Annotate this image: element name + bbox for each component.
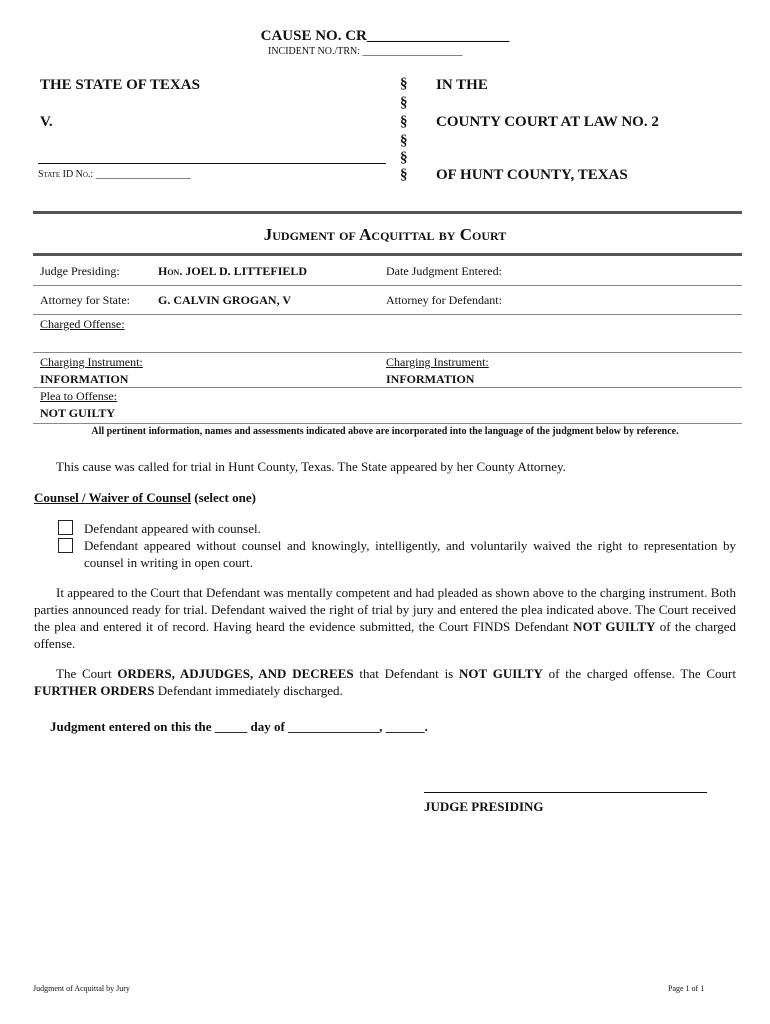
- title-rule-top: [33, 211, 742, 214]
- section-symbol: §: [400, 114, 408, 130]
- section-symbol: §: [400, 76, 408, 92]
- plea-value: NOT GUILTY: [40, 406, 116, 420]
- findings-text: It appeared to the Court that Defendant was mentally competent and had pleaded as shown above to the charging instrument. Both parties announced ready for trial. Defendant waived the right of trial by jury and entered the plea indicated above. The Court received the plea and entered it of record. Having heard the evidence submitted, the Court FINDS Defendant: [34, 585, 736, 634]
- footer-form-name: Judgment of Acquittal by Jury: [33, 984, 130, 993]
- plea-label: Plea to Offense:: [40, 389, 118, 403]
- judge-presiding-label: JUDGE PRESIDING: [424, 799, 544, 814]
- orders-text: The Court: [56, 666, 118, 681]
- section-symbol: §: [400, 95, 408, 111]
- orders-text: that Defendant is: [353, 666, 460, 681]
- attorney-state-value: G. CALVIN GROGAN, V: [158, 293, 292, 307]
- charging-instrument-value-2: INFORMATION: [386, 372, 475, 386]
- with-counsel-checkbox[interactable]: [58, 520, 73, 535]
- state-of-texas: THE STATE OF TEXAS: [40, 77, 200, 93]
- charging-instrument-label-2: Charging Instrument:: [386, 355, 489, 369]
- table-divider: [33, 352, 742, 353]
- attorney-defendant-label: Attorney for Defendant:: [386, 293, 502, 307]
- page-title: Judgment of Acquittal by Court: [263, 225, 507, 244]
- pertinent-note: All pertinent information, names and assessments indicated above are incorporated into the language of the judgment below by reference.: [91, 426, 679, 437]
- charging-instrument-value: INFORMATION: [40, 372, 129, 386]
- charging-instrument-label: Charging Instrument:: [40, 355, 143, 369]
- orders-bold: ORDERS, ADJUDGES, AND DECREES: [117, 666, 354, 681]
- section-symbol: §: [400, 167, 408, 183]
- incident-number: INCIDENT NO./TRN: ____________________: [268, 46, 463, 57]
- judge-label: Judge Presiding:: [40, 264, 120, 278]
- table-divider: [33, 285, 742, 286]
- date-judgment-label: Date Judgment Entered:: [386, 264, 502, 278]
- court-line-1: IN THE: [436, 77, 488, 93]
- footer-page-number: Page 1 of 1: [668, 984, 705, 993]
- counsel-heading-text: Counsel / Waiver of Counsel: [34, 490, 191, 505]
- judge-value: Hon. JOEL D. LITTEFIELD: [158, 264, 308, 278]
- charged-offense-label: Charged Offense:: [40, 317, 125, 331]
- state-id-number: State ID No.: ___________________: [38, 169, 191, 180]
- section-symbol: §: [400, 133, 408, 149]
- orders-paragraph: [34, 665, 736, 699]
- counsel-heading-suffix: (select one): [194, 490, 256, 505]
- with-counsel-option: Defendant appeared with counsel.: [84, 521, 261, 536]
- judgment-entered-line: Judgment entered on this the _____ day of ______________, ______.: [50, 719, 428, 734]
- court-line-2: COUNTY COURT AT LAW NO. 2: [436, 114, 659, 130]
- without-counsel-checkbox[interactable]: [58, 538, 73, 553]
- findings-verdict: NOT GUILTY: [573, 619, 656, 634]
- without-counsel-option: Defendant appeared without counsel and knowingly, intelligently, and voluntarily waived the right to representation by counsel in writing in open court.: [84, 538, 736, 570]
- counsel-heading: [34, 489, 256, 506]
- findings-paragraph: [34, 584, 736, 652]
- orders-text: of the charged offense. The Court: [542, 666, 736, 681]
- orders-verdict: NOT GUILTY: [459, 666, 543, 681]
- cause-number: CAUSE NO. CR___________________: [260, 28, 510, 44]
- table-divider: [33, 314, 742, 315]
- title-rule-bottom: [33, 253, 742, 256]
- defendant-name-line: [38, 163, 386, 164]
- findings-text-end: of the charged offense.: [34, 619, 736, 651]
- table-divider: [33, 387, 742, 388]
- attorney-state-label: Attorney for State:: [40, 293, 130, 307]
- orders-text-end: Defendant immediately discharged.: [154, 683, 343, 698]
- court-line-3: OF HUNT COUNTY, TEXAS: [436, 167, 628, 183]
- judge-signature-line: [424, 792, 707, 793]
- further-orders: FURTHER ORDERS: [34, 683, 155, 698]
- table-divider: [33, 423, 742, 424]
- section-symbol: §: [400, 150, 408, 166]
- trial-called-paragraph: This cause was called for trial in Hunt County, Texas. The State appeared by her County Attorney.: [56, 459, 566, 474]
- versus: V.: [40, 114, 53, 130]
